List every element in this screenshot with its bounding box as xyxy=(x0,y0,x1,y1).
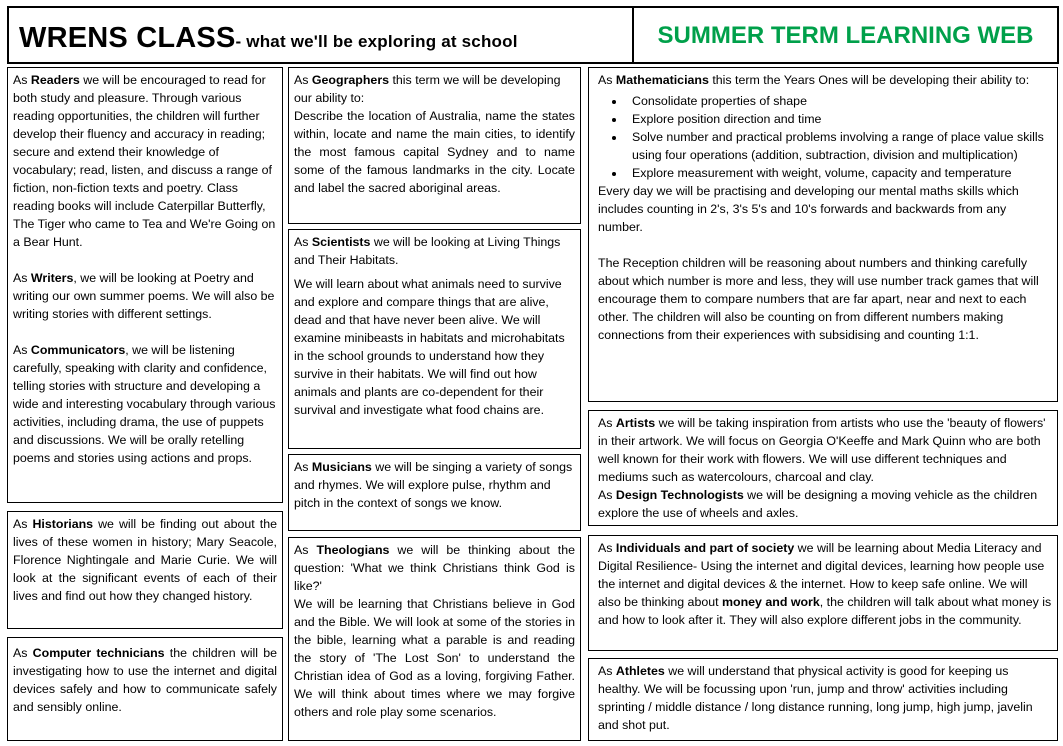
title-banner xyxy=(7,6,634,64)
mathematicians-box xyxy=(588,67,1058,402)
communicators-heading: Communicators xyxy=(30,343,126,357)
readers-heading: Readers xyxy=(30,73,80,87)
geographers-heading: Geographers xyxy=(311,73,390,87)
writers-paragraph: As Writers, we will be looking at Poetry and writing our own summer poems. We will also be writing stories with different settings. xyxy=(13,271,275,321)
maths-bullet: • Explore measurement with weight, volume, capacity and temperature xyxy=(626,164,1052,182)
geographers-paragraph: Describe the location of Australia, name the states within, locate and name the main cities, to identify the most famous capital Sydney and to name some of the famous landmarks in the city. Locate and label the sacred aboriginal areas. xyxy=(294,109,575,195)
theologians-intro: As Theologians we will be thinking about the question: 'What we think Christians think God is like?' xyxy=(294,543,575,593)
learning-web-title: SUMMER TERM LEARNING WEB xyxy=(657,22,1034,49)
readers-paragraph: As Readers we will be encouraged to read for both study and pleasure. Through various reading opportunities, the children will further develop their fluency and accuracy in reading; secure and extend their knowledge of vocabulary; read, listen, and discuss a range of fiction, non-fiction texts and poetry. Class reading books will include Caterpillar Butterfly, The Tiger who came to Tea and We're Going on a Bear Hunt. xyxy=(13,73,276,249)
computing-heading: Computer technicians xyxy=(32,646,165,660)
maths-mental-paragraph: Every day we will be practising and developing our mental maths skills which includes counting in 2's, 3's 5's and 10's forwards and backwards from any number. xyxy=(598,184,1019,234)
scientists-paragraph: We will learn about what animals need to survive and explore and compare things that are alive, dead and that have never been alive. We will examine minibeasts in habitats and microhabitats in the school grounds to understand how they survive in their habitats. We will find out how animals and plants are co-dependent for their survival and investigate what food chains are. xyxy=(294,277,565,417)
athletes-heading: Athletes xyxy=(615,664,665,678)
scientists-heading: Scientists xyxy=(311,235,371,249)
class-name: WRENS CLASS xyxy=(19,22,236,54)
historians-heading: Historians xyxy=(32,517,94,531)
maths-heading: Mathematicians xyxy=(615,73,709,87)
musicians-paragraph: As Musicians we will be singing a variety of songs and rhymes. We will explore pulse, rhythm and pitch in the context of songs we know. xyxy=(294,460,573,510)
artists-paragraph: As Artists we will be taking inspiration from artists who use the 'beauty of flowers' in their artwork. We will focus on Georgia O'Keeffe and Mark Quinn who are both well known for their work with flowers. We will use different techniques and mediums such as watercolours, charcoal and clay. xyxy=(598,416,1046,484)
geographers-intro: As Geographers this term we will be developing our ability to: xyxy=(294,73,561,105)
page-title xyxy=(19,22,518,55)
maths-bullet: • Explore position direction and time xyxy=(626,110,1052,128)
design-paragraph: As Design Technologists we will be designing a moving vehicle as the children explore the use of wheels and axles. xyxy=(598,488,1038,520)
maths-intro: As Mathematicians this term the Years Ones will be developing their ability to: xyxy=(598,73,1030,87)
society-box xyxy=(588,535,1058,651)
theologians-paragraph: We will be learning that Christians believe in God and the Bible. We will look at some of the stories in the bible, learning what a parable is and reading the story of 'The Lost Son' to understand the Christian idea of God as a loving, forgiving Father. We will think about times where we may forgive others and role play some scenarios. xyxy=(294,597,575,719)
maths-bullet: • Solve number and practical problems involving a range of place value skills using four operations (addition, subtraction, division and multiplication) xyxy=(626,128,1052,164)
athletes-box xyxy=(588,658,1058,741)
scientists-intro: As Scientists we will be looking at Living Things and Their Habitats. xyxy=(294,235,561,267)
theologians-heading: Theologians xyxy=(316,543,390,557)
musicians-box xyxy=(288,454,581,531)
money-work-heading: money and work xyxy=(722,595,820,609)
computing-box xyxy=(7,637,283,741)
maths-reception-paragraph: The Reception children will be reasoning about numbers and thinking carefully about which number is more and less, they will use number track games that will encourage them to compare numbers that are far apart, near and next to each other. The children will also be counting on from different numbers making connections from their experiences with subsidising and counting 1:1. xyxy=(598,256,1039,342)
learning-web-banner xyxy=(632,6,1059,64)
maths-bullet-list xyxy=(598,92,1052,182)
historians-box xyxy=(7,511,283,629)
maths-bullet: • Consolidate properties of shape xyxy=(626,92,1052,110)
artists-box xyxy=(588,410,1058,526)
readers-writers-communicators-box xyxy=(7,67,283,503)
scientists-box xyxy=(288,229,581,449)
athletes-paragraph: As Athletes we will understand that physical activity is good for keeping us healthy. We will be focussing upon 'run, jump and throw' activities including sprinting / middle distance / long distance running, long jump, high jump, javelin and shot put. xyxy=(598,664,1033,732)
society-heading: Individuals and part of society xyxy=(615,541,795,555)
artists-heading: Artists xyxy=(615,416,656,430)
musicians-heading: Musicians xyxy=(311,460,372,474)
computing-paragraph: As Computer technicians the children will be investigating how to use the internet and digital devices safely and how to communicate safely and sensibly online. xyxy=(13,646,277,714)
theologians-box xyxy=(288,537,581,741)
writers-heading: Writers xyxy=(30,271,74,285)
design-heading: Design Technologists xyxy=(615,488,744,502)
geographers-box xyxy=(288,67,581,224)
historians-paragraph: As Historians we will be finding out about the lives of these women in history; Mary Seacole, Florence Nightingale and Marie Curie. We will look at the significant events of each of their lives and find out how they changed history. xyxy=(13,517,277,603)
communicators-paragraph: As Communicators, we will be listening carefully, speaking with clarity and confidence, telling stories with structure and developing a wide and interesting vocabulary through various activities, including drama, the use of puppets and discussions. We will be orally retelling poems and stories using actions and props. xyxy=(13,343,276,465)
page-subtitle: - what we'll be exploring at school xyxy=(235,32,518,51)
society-paragraph: As Individuals and part of society we will be learning about Media Literacy and Digital Resilience- Using the internet and digital devices, learning how people use the internet and digital devices & the internet. How to keep safe online. We will also be thinking about money and work, the children will talk about what money is and how to look after it. They will also explore different jobs in the community. xyxy=(598,541,1052,627)
